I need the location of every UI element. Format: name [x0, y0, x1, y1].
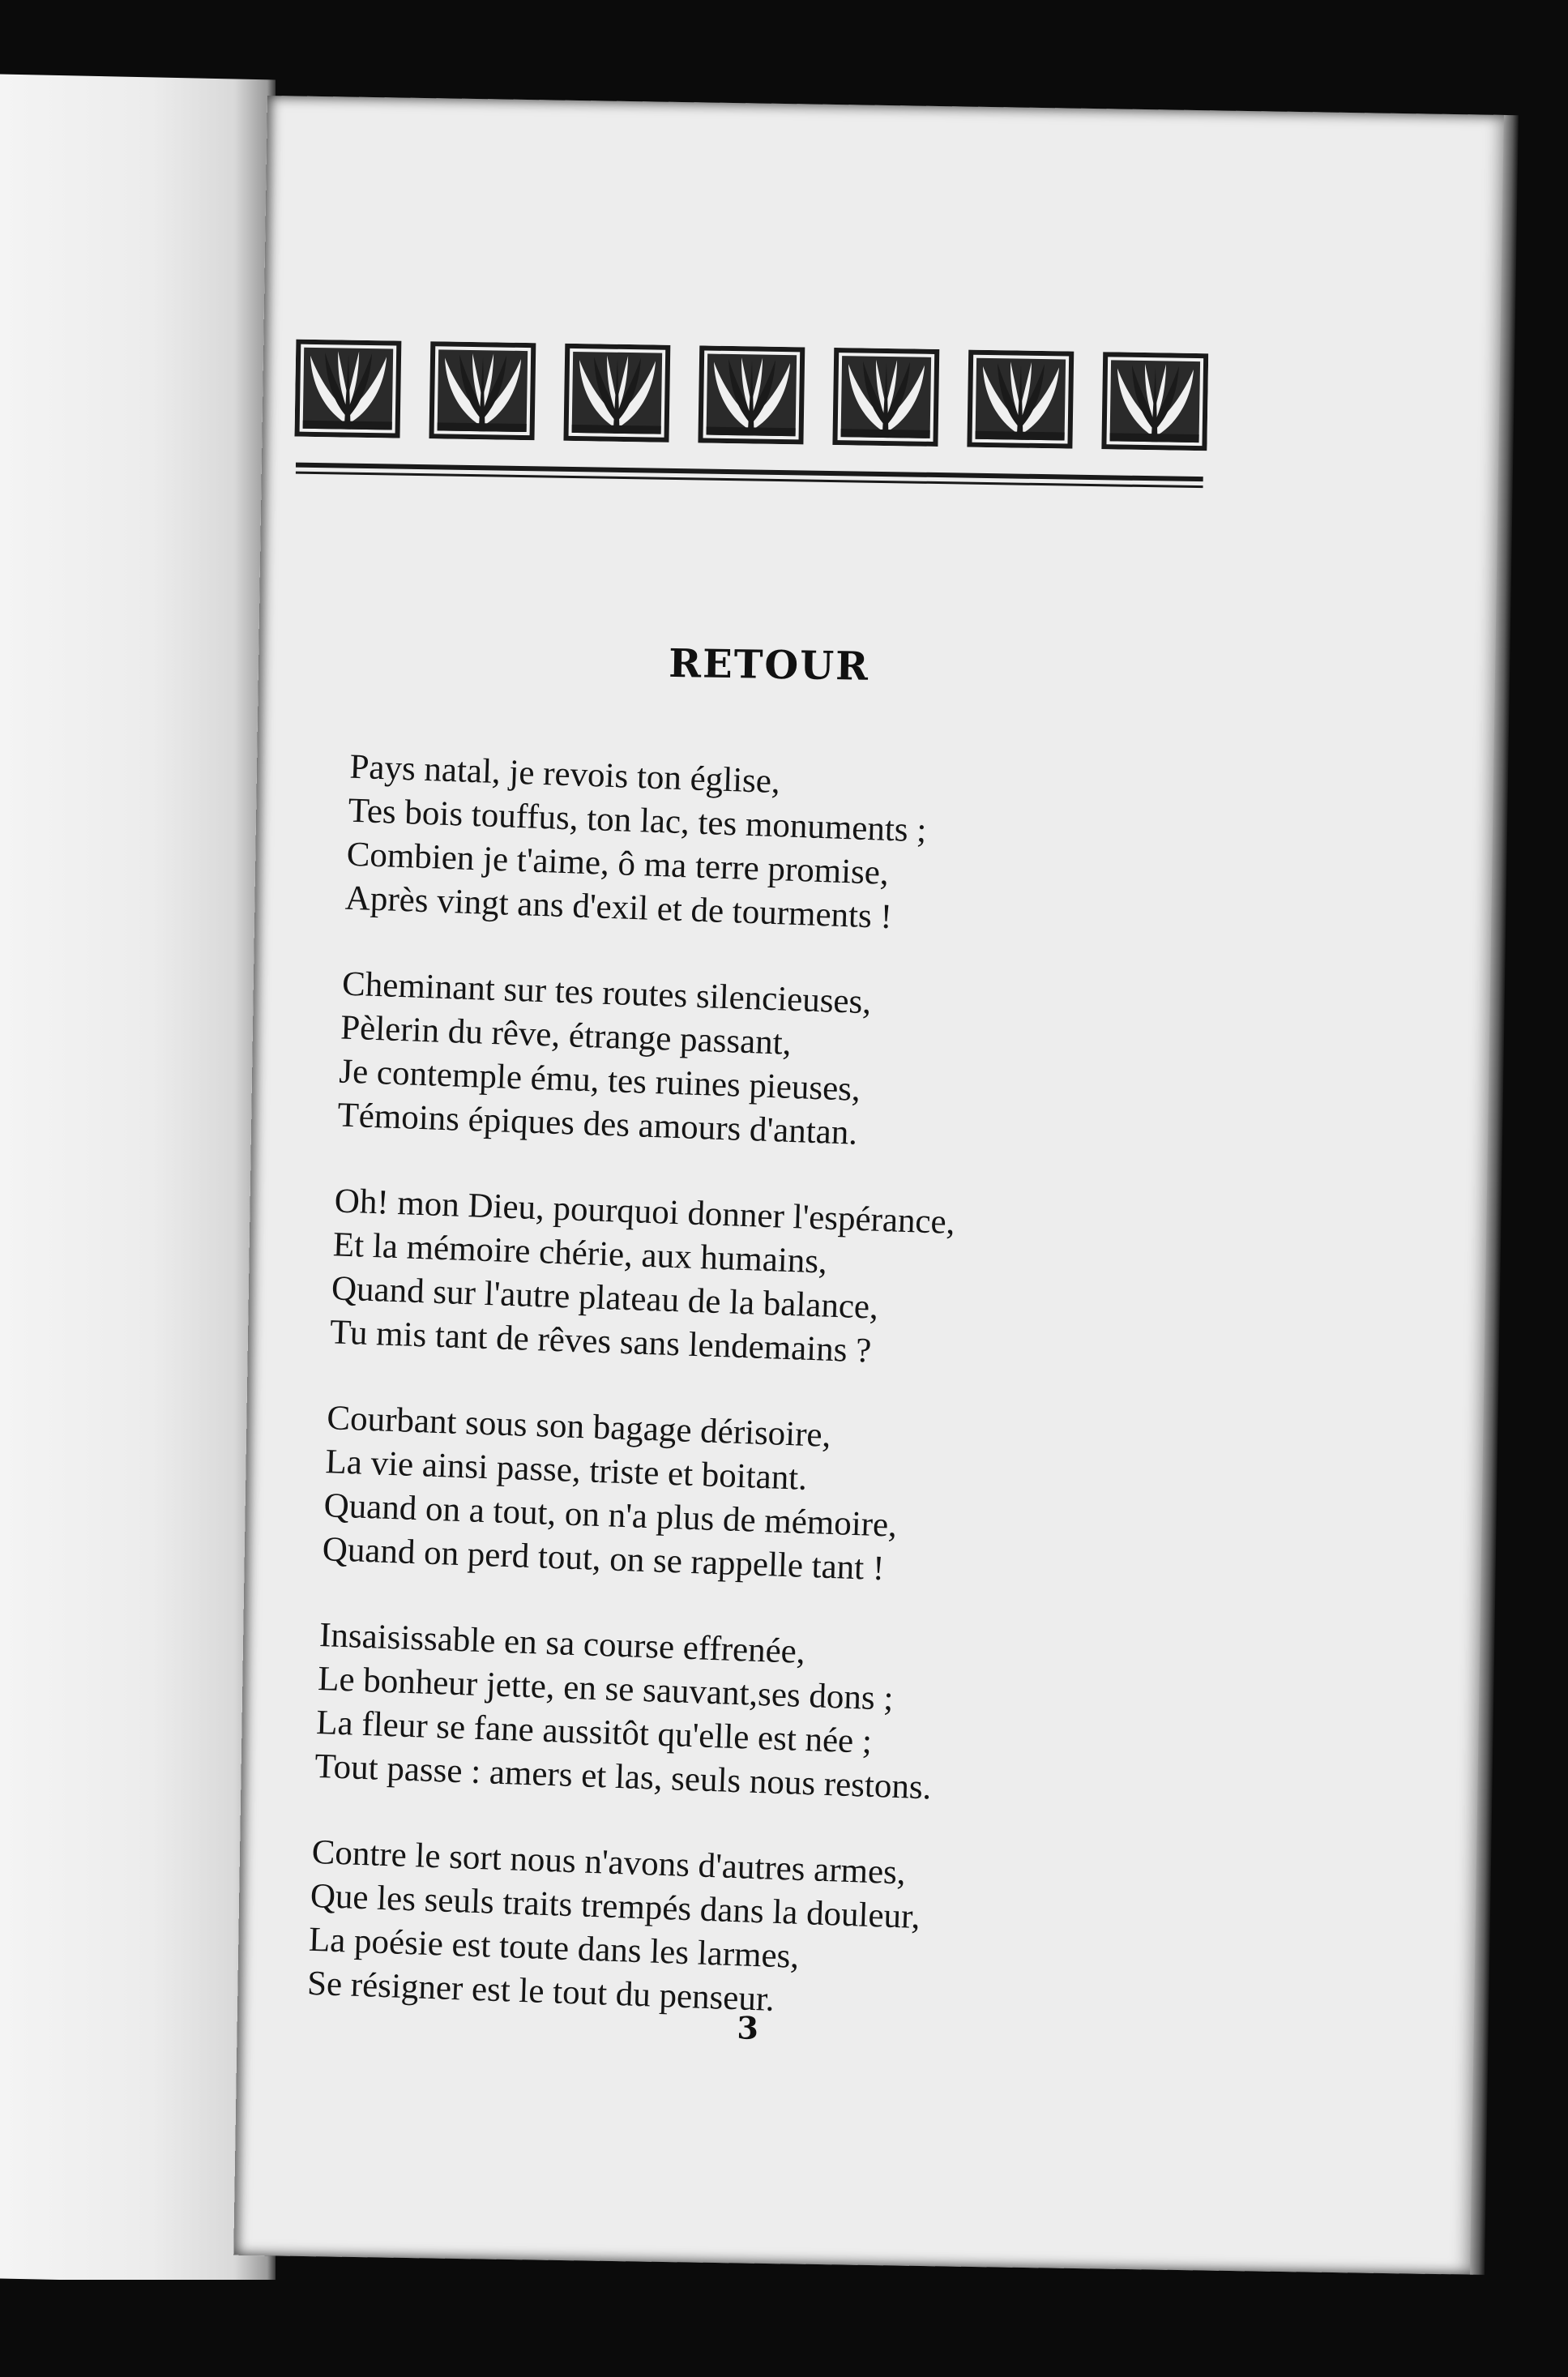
verse-line: Combien je t'aime, ô ma terre promise,	[346, 835, 890, 892]
verse-line: Quand on a tout, on n'a plus de mémoire,	[323, 1486, 898, 1545]
stanza	[337, 963, 1275, 1170]
verse-line: Insaisissable en sa course effrenée,	[318, 1616, 806, 1671]
verse-line: Pays natal, je revois ton église,	[348, 747, 781, 802]
page-edge-shadow	[1470, 115, 1519, 2275]
verse-line: Et la mémoire chérie, aux humains,	[332, 1225, 828, 1281]
verse-line: Après vingt ans d'exil et de tourments !	[344, 879, 893, 937]
ornament-rule	[296, 461, 1203, 494]
verse-line: La fleur se fane aussitôt qu'elle est née ;	[315, 1703, 873, 1761]
verse-line: Oh! mon Dieu, pourquoi donner l'espérance,	[334, 1182, 956, 1242]
verse-line: Témoins épiques des amours d'antan.	[336, 1096, 858, 1152]
verse-line: Tu mis tant de rêves sans lendemains ?	[329, 1313, 873, 1370]
verse-line: Contre le sort nous n'avons d'autres armes,	[311, 1832, 907, 1892]
verse-line: Courbant sous son bagage dérisoire,	[326, 1399, 832, 1455]
verse-line: Quand on perd tout, on se rappelle tant !	[322, 1530, 886, 1588]
verse-line: La poésie est toute dans les larmes,	[308, 1920, 800, 1976]
stanza	[329, 1179, 1267, 1387]
stanza	[314, 1614, 1252, 1821]
page-number: 3	[737, 2009, 759, 2046]
verse-line: Quand sur l'autre plateau de la balance,	[331, 1269, 879, 1327]
palmette-ornament-icon	[294, 340, 1208, 451]
verse-line: Cheminant sur tes routes silencieuses,	[341, 964, 872, 1022]
scan-border	[0, 2280, 1568, 2377]
stanza	[344, 746, 1282, 953]
verse-line: Tout passe : amers et las, seuls nous restons.	[314, 1746, 933, 1807]
verse-line: Se résigner est le tout du penseur.	[306, 1964, 775, 2019]
left-page-edge	[0, 74, 276, 2284]
verse-line: La vie ainsi passe, triste et boitant.	[324, 1443, 808, 1498]
verse-line: Que les seuls traits trempés dans la douleur,	[310, 1876, 921, 1937]
stanza	[322, 1396, 1259, 1604]
book-page	[233, 96, 1507, 2275]
verse-line: Pèlerin du rêve, étrange passant,	[340, 1008, 793, 1062]
verse-line: Le bonheur jette, en se sauvant,ses dons ;	[317, 1660, 895, 1718]
poem-body	[305, 746, 1281, 2080]
verse-line: Je contemple ému, tes ruines pieuses,	[338, 1052, 861, 1109]
verse-line: Tes bois touffus, ton lac, tes monuments ;	[347, 791, 928, 850]
poem-title: RETOUR	[668, 640, 870, 690]
